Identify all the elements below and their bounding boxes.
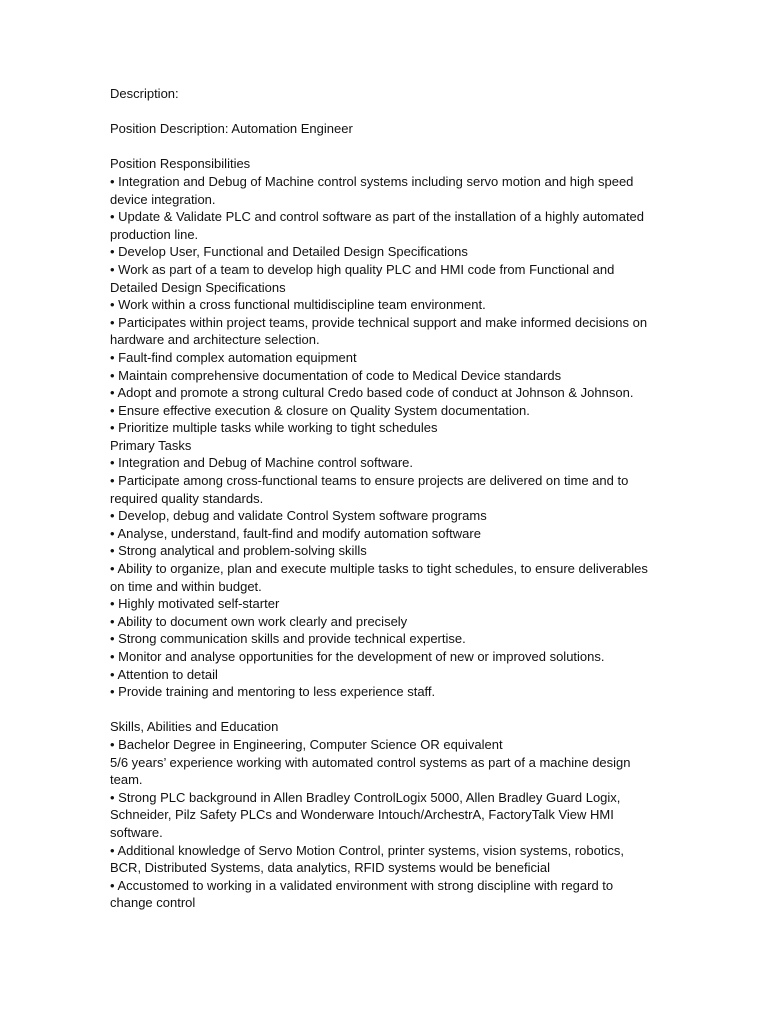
responsibility-line: hardware and architecture selection. [110,332,320,348]
responsibility-line: • Participates within project teams, provide technical support and make informed decisions on [110,314,648,330]
responsibility-line: production line. [110,226,199,242]
skill-line: Schneider, Pilz Safety PLCs and Wonderware Intouch/ArchestrA, FactoryTalk View HMI [110,807,614,823]
responsibility-line: • Work as part of a team to develop high quality PLC and HMI code from Functional and [110,261,615,277]
skill-line: • Accustomed to working in a validated environment with strong discipline with regard to [110,877,614,893]
skill-line: software. [110,824,163,840]
skill-line: • Strong PLC background in Allen Bradley ControlLogix 5000, Allen Bradley Guard Logix, [110,789,621,805]
document-page [110,85,670,912]
responsibility-line: • Work within a cross functional multidiscipline team environment. [110,297,486,313]
primary-task-line: • Ability to document own work clearly and precisely [110,613,408,629]
primary-task-line: • Attention to detail [110,666,218,682]
skill-line: team. [110,772,143,788]
responsibility-line: • Adopt and promote a strong cultural Credo based code of conduct at Johnson & Johnson. [110,385,634,401]
skill-line: BCR, Distributed Systems, data analytics, RFID systems would be beneficial [110,860,551,876]
spacer [110,138,670,156]
skill-line: • Bachelor Degree in Engineering, Computer Science OR equivalent [110,736,503,752]
skill-line: • Additional knowledge of Servo Motion Control, printer systems, vision systems, robotics, [110,842,624,858]
responsibilities-heading: Position Responsibilities [110,156,251,172]
primary-tasks-heading: Primary Tasks [110,437,192,453]
description-label: Description: [110,86,179,101]
spacer [110,701,670,719]
responsibility-line: • Integration and Debug of Machine control systems including servo motion and high speed [110,173,634,189]
primary-task-line: • Integration and Debug of Machine control software. [110,455,414,471]
responsibilities-list [110,173,670,437]
responsibility-line: • Update & Validate PLC and control software as part of the installation of a highly automated [110,209,645,225]
responsibility-line: • Fault-find complex automation equipment [110,349,357,365]
responsibility-line: Detailed Design Specifications [110,279,286,295]
primary-task-line: • Participate among cross-functional teams to ensure projects are delivered on time and to [110,473,629,489]
primary-task-line: required quality standards. [110,490,264,506]
responsibility-line: • Develop User, Functional and Detailed Design Specifications [110,244,468,260]
primary-task-line: • Develop, debug and validate Control System software programs [110,508,487,524]
responsibility-line: • Prioritize multiple tasks while working to tight schedules [110,420,438,436]
primary-task-line: • Monitor and analyse opportunities for the development of new or improved solutions. [110,649,605,664]
skills-list [110,736,670,912]
primary-tasks-list [110,454,670,700]
spacer [110,103,670,121]
skills-heading: Skills, Abilities and Education [110,719,279,735]
primary-task-line: • Ability to organize, plan and execute multiple tasks to tight schedules, to ensure deliverables [110,561,648,577]
primary-task-line: • Strong communication skills and provide technical expertise. [110,631,466,647]
primary-task-line: on time and within budget. [110,578,262,594]
primary-task-line: • Analyse, understand, fault-find and modify automation software [110,525,481,541]
skill-line: 5/6 years’ experience working with automated control systems as part of a machine design [110,754,631,770]
responsibility-line: • Maintain comprehensive documentation of code to Medical Device standards [110,367,562,383]
primary-task-line: • Strong analytical and problem-solving skills [110,543,367,559]
responsibility-line: • Ensure effective execution & closure on Quality System documentation. [110,402,530,418]
position-title: Position Description: Automation Engineer [110,121,353,137]
skill-line: change control [110,895,196,911]
responsibility-line: device integration. [110,191,216,207]
primary-task-line: • Provide training and mentoring to less experience staff. [110,684,436,700]
primary-task-line: • Highly motivated self-starter [110,596,280,612]
